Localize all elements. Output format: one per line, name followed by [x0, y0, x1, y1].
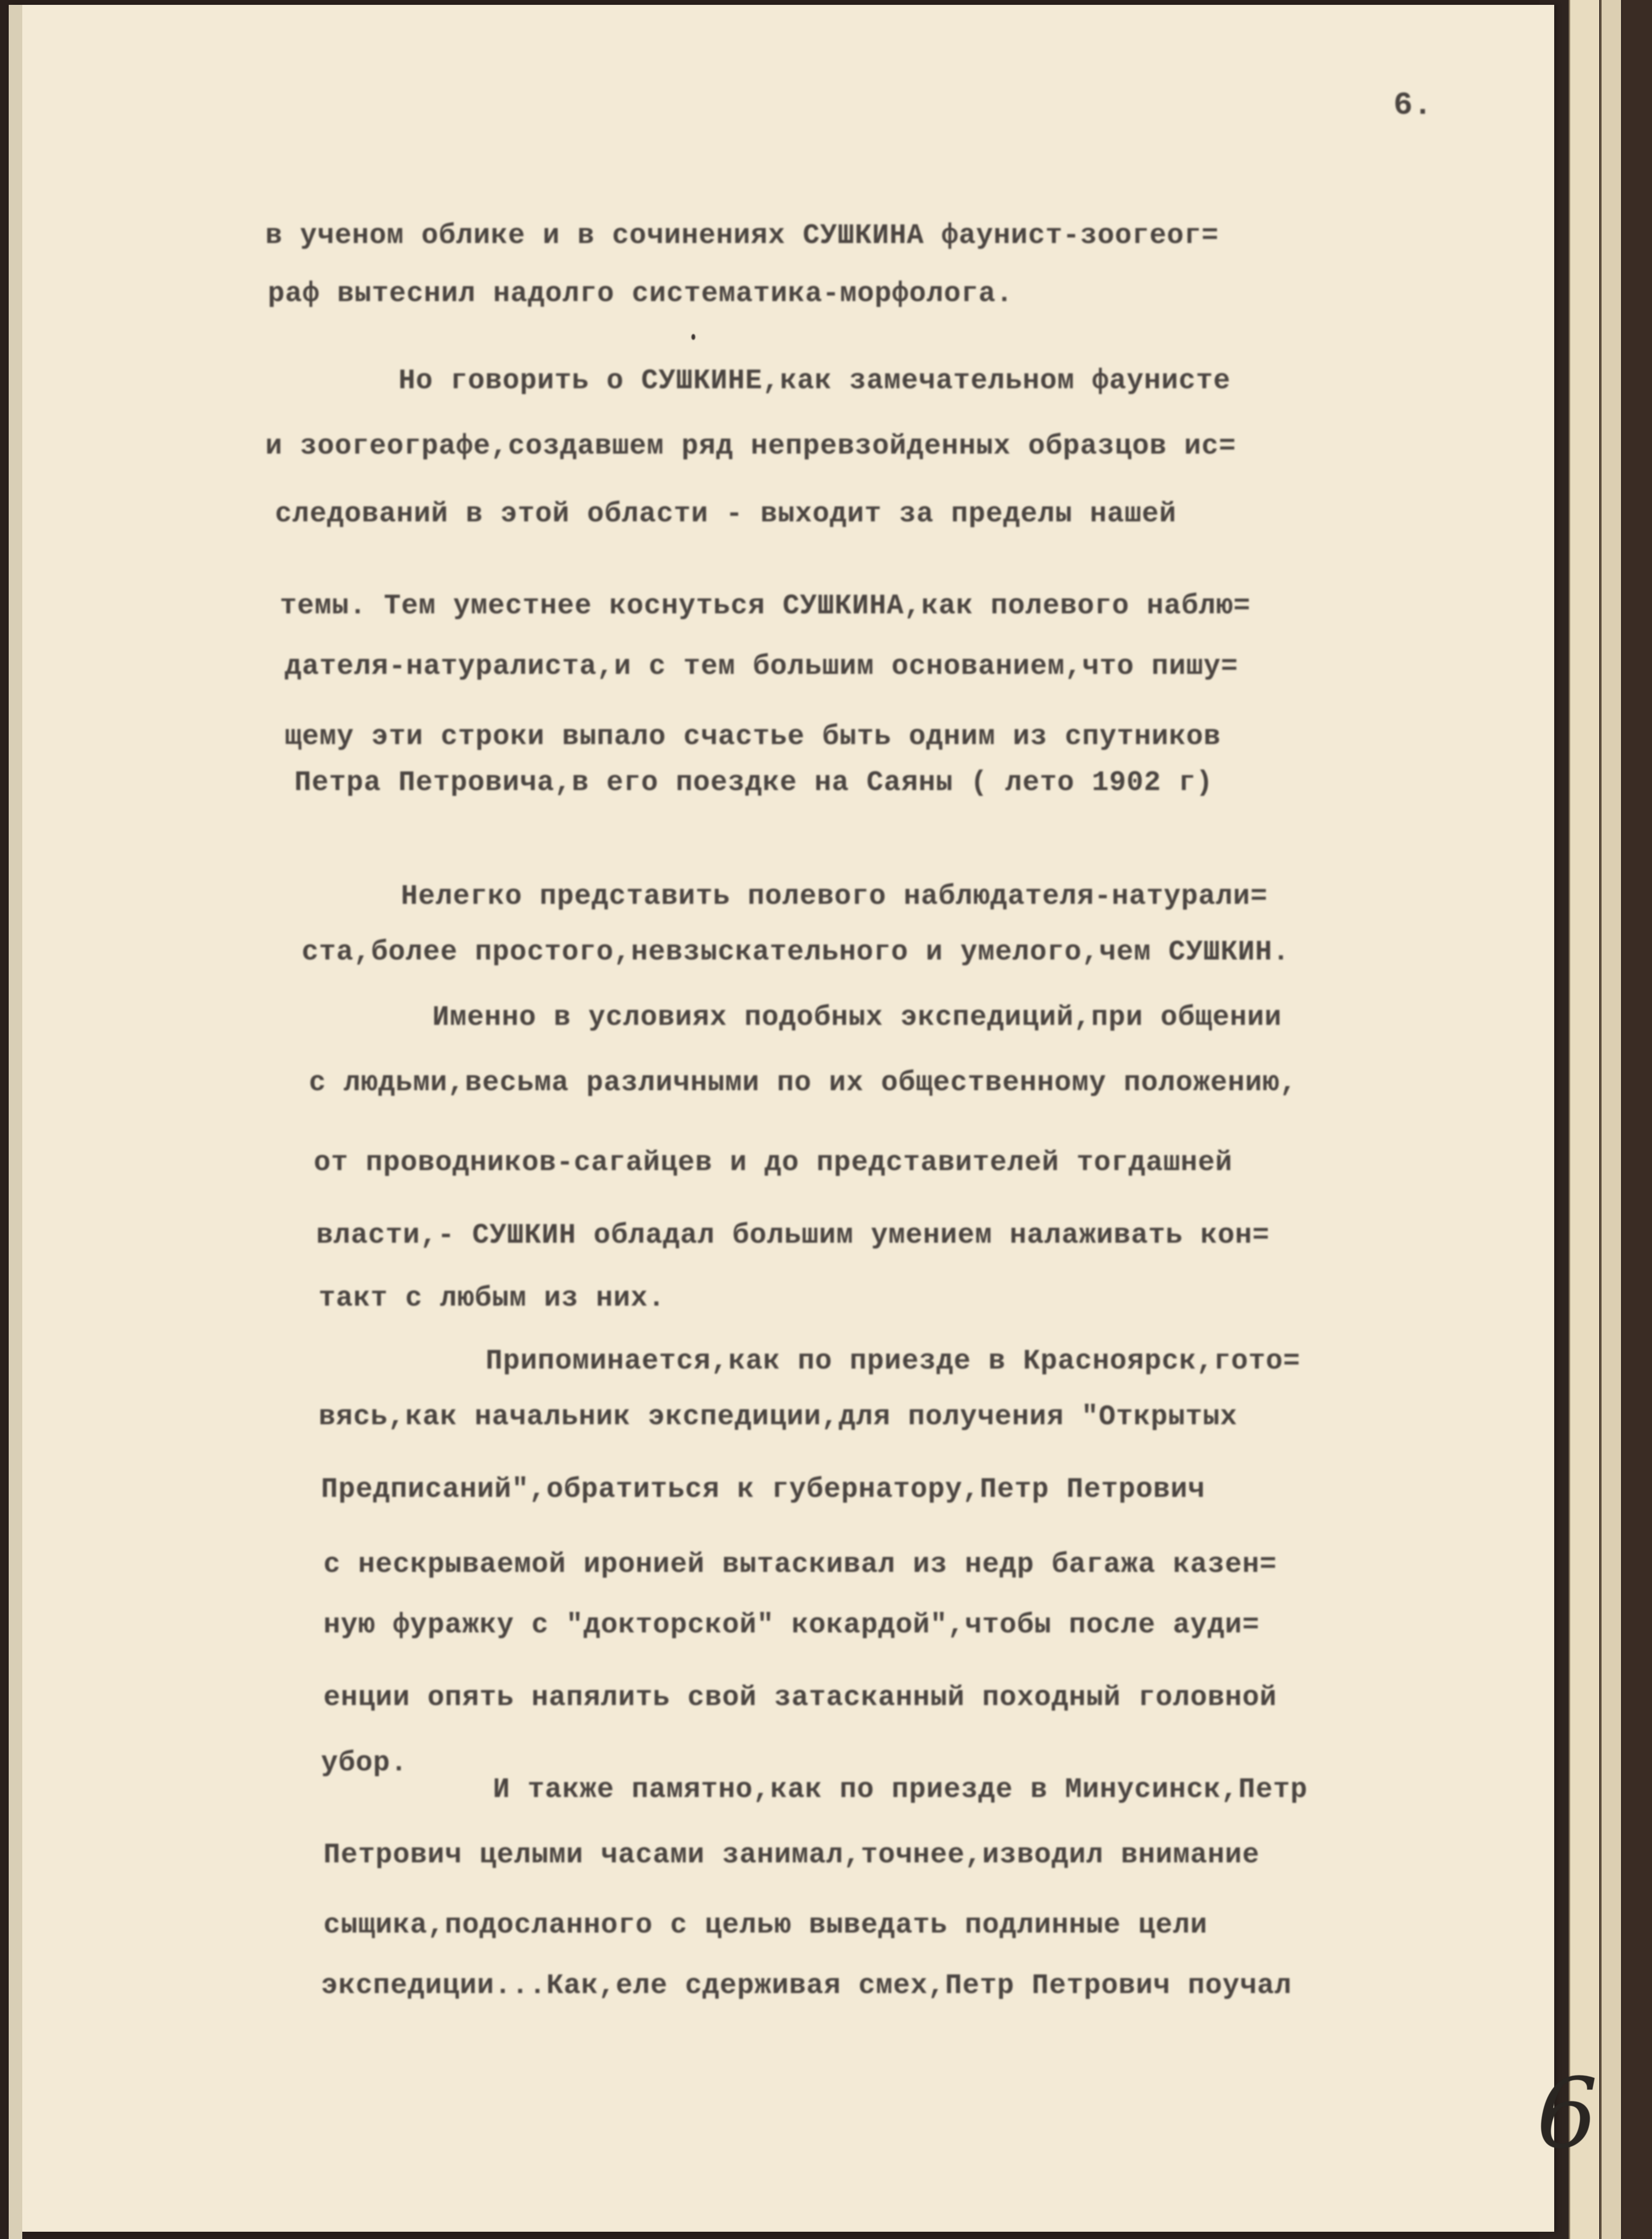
- background-edge: [1622, 0, 1652, 2239]
- text-line: Именно в условиях подобных экспедиций,при общении: [432, 1002, 1282, 1034]
- text-line: Петра Петровича,в его поездке на Саяны ( лето 1902 г): [294, 767, 1213, 799]
- text-line: власти,- СУШКИН обладал большим умением налаживать кон=: [316, 1220, 1270, 1251]
- text-line: от проводников-сагайцев и до представителей тогдашней: [314, 1147, 1233, 1179]
- text-line: убор.: [321, 1748, 408, 1779]
- text-line: ста,более простого,невзыскательного и умелого,чем СУШКИН.: [302, 937, 1290, 968]
- text-line: раф вытеснил надолго систематика-морфолога.: [268, 278, 1013, 310]
- typewritten-page: [9, 5, 1598, 2232]
- text-line: ную фуражку с "докторской" кокардой",чтобы после ауди=: [323, 1610, 1260, 1641]
- text-line: енции опять напялить свой затасканный походный головной: [323, 1682, 1277, 1714]
- stacked-page-edge: [1569, 0, 1599, 2239]
- text-line: и зоогеографе,создавшем ряд непревзойденных образцов ис=: [265, 431, 1237, 462]
- text-line: с людьми,весьма различными по их общественному положению,: [309, 1067, 1297, 1099]
- page-number: 6.: [1393, 87, 1433, 123]
- text-line: щему эти строки выпало счастье быть одним из спутников: [285, 721, 1221, 753]
- text-line: Припоминается,как по приезде в Красноярск,гото=: [486, 1346, 1300, 1377]
- text-line: в ученом облике и в сочинениях СУШКИНА фаунист-зоогеог=: [265, 220, 1219, 252]
- text-line: вясь,как начальник экспедиции,для получения "Открытых: [319, 1401, 1238, 1433]
- text-line: сыщика,подосланного с целью выведать подлинные цели: [323, 1910, 1208, 1941]
- text-line: дателя-натуралиста,и с тем большим основанием,что пишу=: [285, 651, 1239, 683]
- text-line: И также памятно,как по приезде в Минусинск,Петр: [493, 1774, 1308, 1806]
- text-line: темы. Тем уместнее коснуться СУШКИНА,как полевого наблю=: [280, 591, 1251, 622]
- text-line: с нескрываемой иронией вытаскивал из недр багажа казен=: [323, 1549, 1277, 1581]
- typed-text-body: [9, 5, 1554, 2232]
- text-line: экспедиции...Как,еле сдерживая смех,Петр Петрович поучал: [321, 1970, 1292, 2002]
- text-line: Петрович целыми часами занимал,точнее,изводил внимание: [323, 1840, 1260, 1871]
- text-line: Но говорить о СУШКИНЕ,как замечательном фаунисте: [398, 366, 1231, 397]
- ink-speck: [691, 334, 695, 340]
- text-line: такт с любым из них.: [319, 1283, 666, 1314]
- text-line: следований в этой области - выходит за пределы нашей: [275, 499, 1177, 530]
- handwritten-page-number: 6: [1536, 2057, 1598, 2170]
- text-line: Нелегко представить полевого наблюдателя-натурали=: [401, 881, 1268, 913]
- stacked-page-edge: [1600, 0, 1621, 2239]
- text-line: Предписаний",обратиться к губернатору,Петр Петрович: [321, 1474, 1206, 1506]
